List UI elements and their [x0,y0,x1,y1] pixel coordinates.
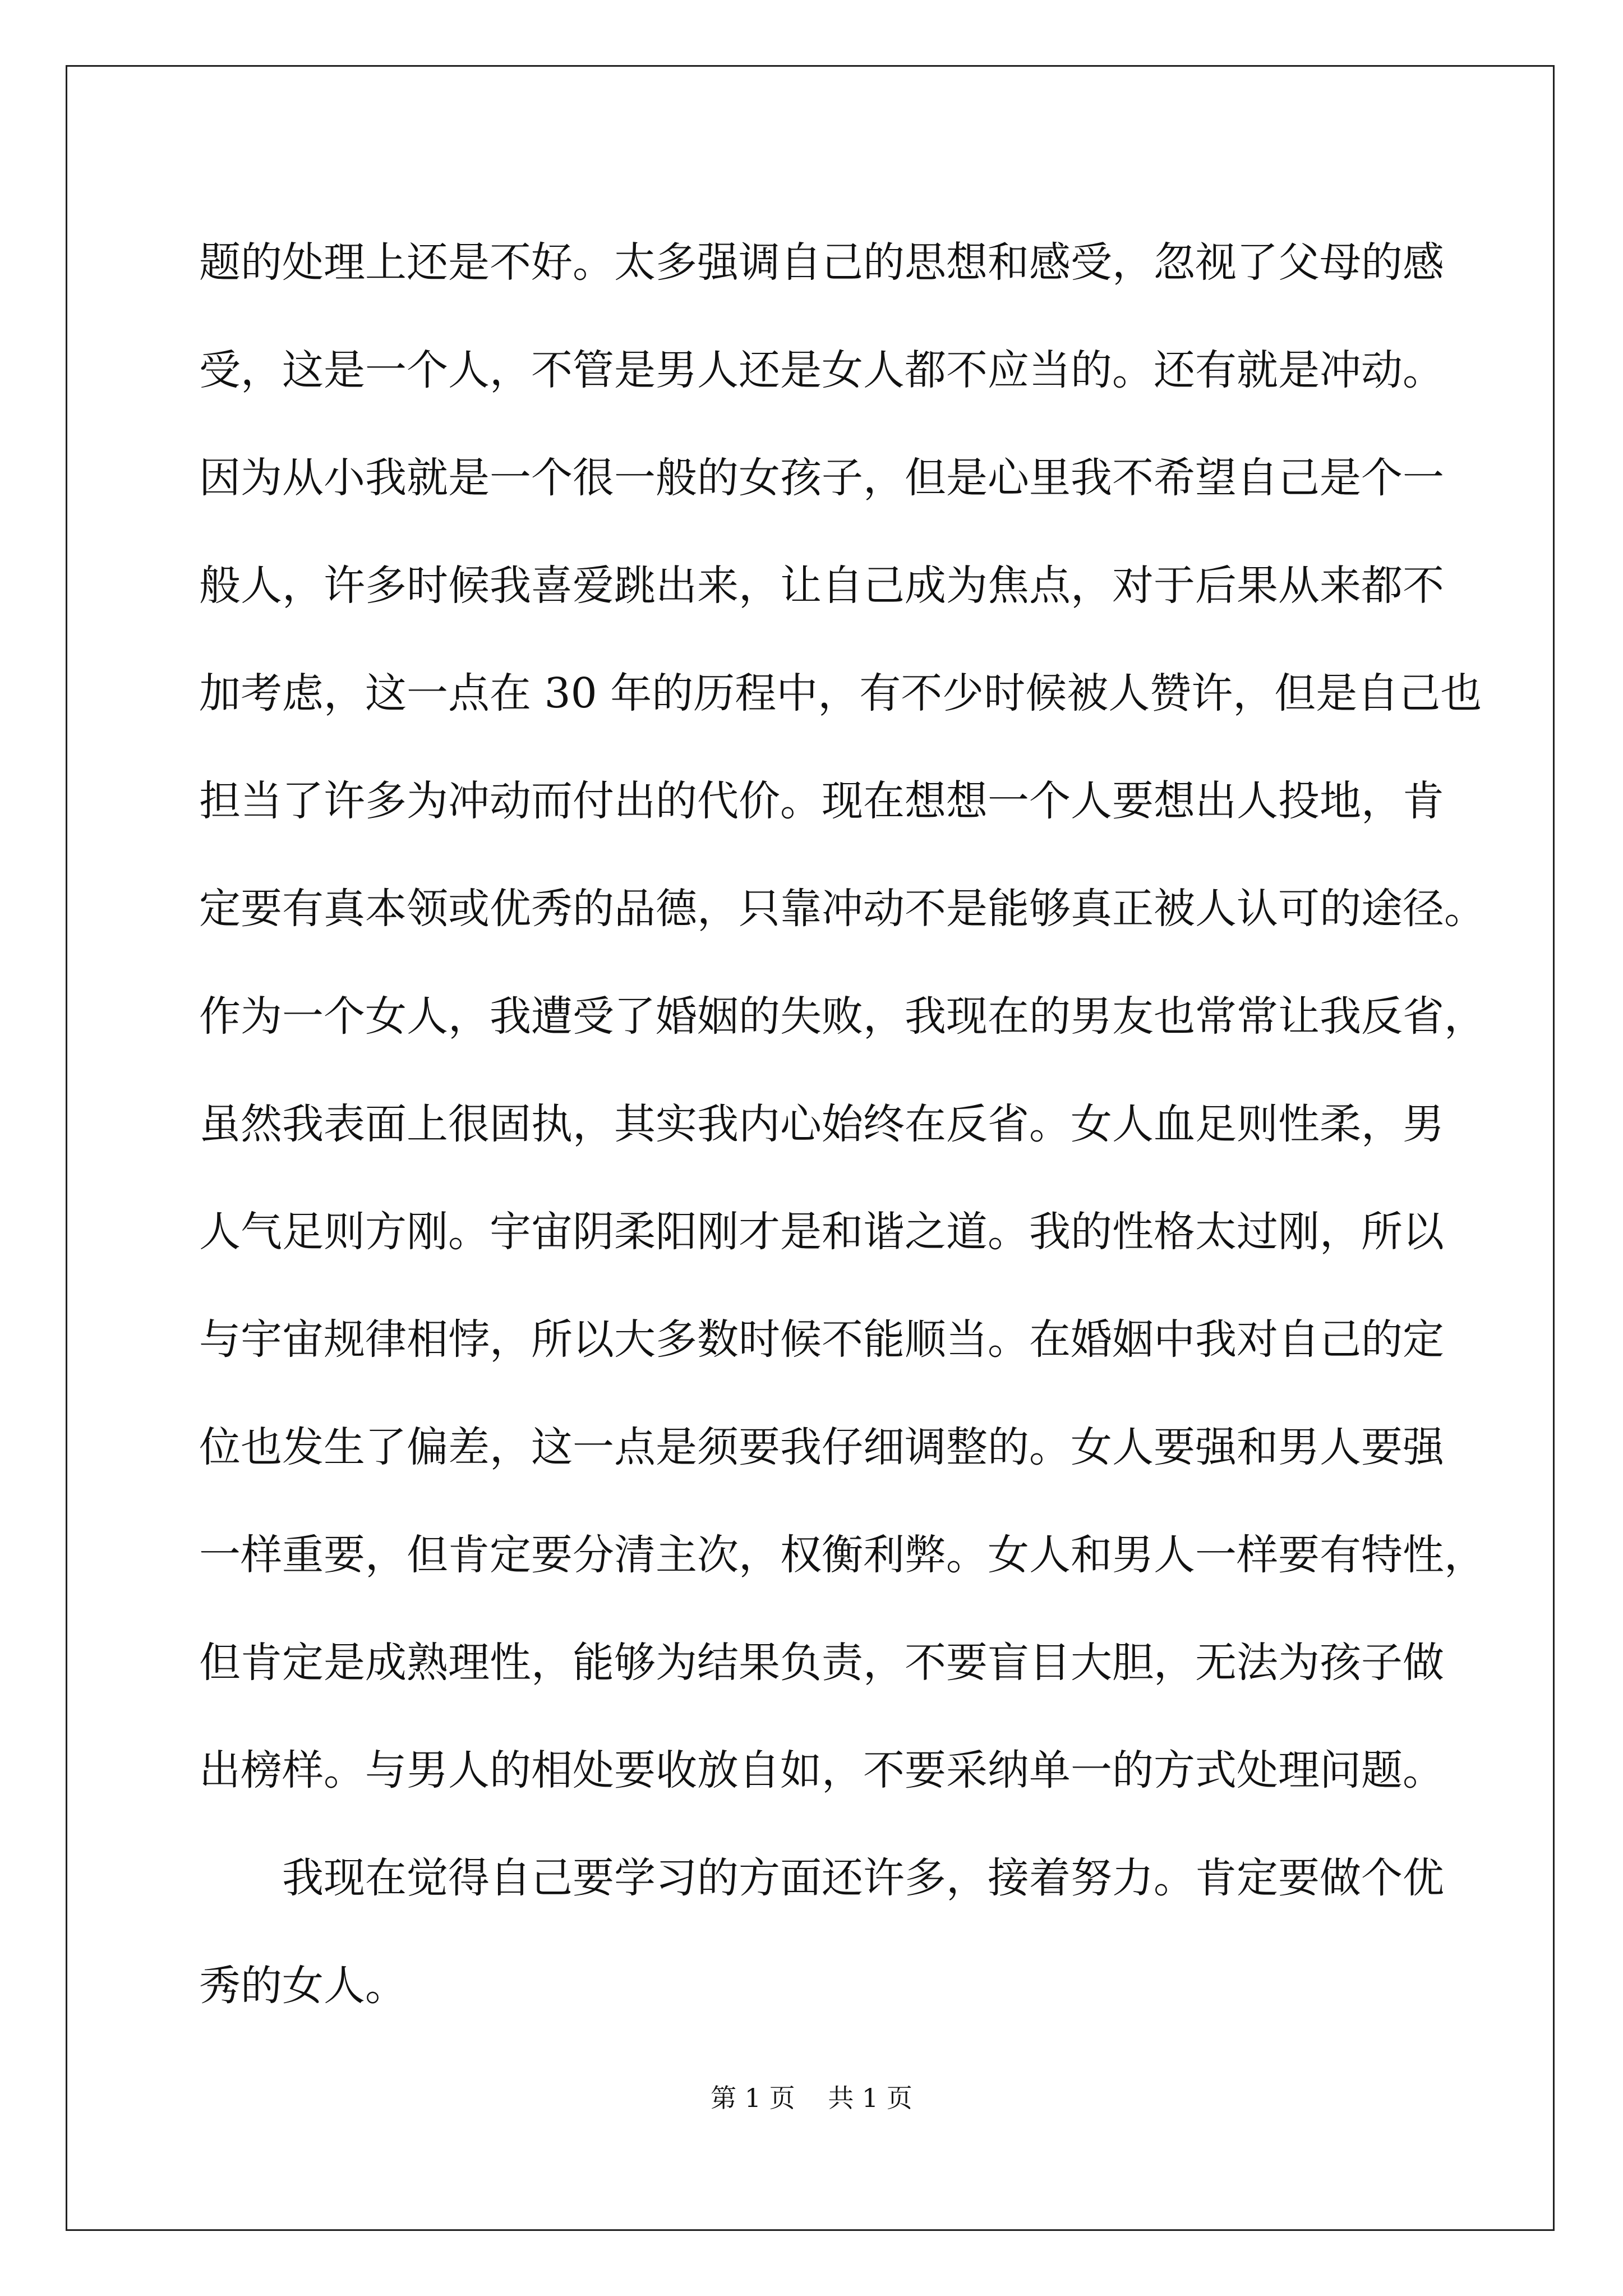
text-line: 出榜样。与男人的相处要收放自如，不要采纳单一的方式处理问题。 [199,1746,1444,1795]
paragraph-2-line: 秀的女人。 [199,1962,407,2010]
text-line: 一样重要，但肯定要分清主次，权衡利弊。女人和男人一样要有特性， [199,1531,1486,1579]
text-line: 定要有真本领或优秀的品德，只靠冲动不是能够真正被人认可的途径。 [199,885,1486,933]
page-number: 第 1 页 [711,2083,795,2113]
text-line: 人气足则方刚。宇宙阴柔阳刚才是和谐之道。我的性格太过刚，所以 [199,1208,1444,1256]
text-line: 位也发生了偏差，这一点是须要我仔细调整的。女人要强和男人要强 [199,1423,1444,1471]
total-pages: 共 1 页 [828,2083,912,2113]
text-line: 但肯定是成熟理性，能够为结果负责，不要盲目大胆，无法为孩子做 [199,1639,1444,1687]
page-footer [0,2081,1623,2115]
text-line: 般人，许多时候我喜爱跳出来，让自己成为焦点，对于后果从来都不 [199,562,1444,610]
paragraph-2-line: 我现在觉得自己要学习的方面还许多，接着努力。肯定要做个优 [282,1854,1444,1902]
document-body [199,209,1486,2040]
text-line: 因为从小我就是一个很一般的女孩子，但是心里我不希望自己是个一 [199,454,1444,502]
text-line: 担当了许多为冲动而付出的代价。现在想想一个人要想出人投地，肯 [199,777,1444,825]
text-line: 虽然我表面上很固执，其实我内心始终在反省。女人血足则性柔，男 [199,1100,1444,1148]
text-line: 受，这是一个人，不管是男人还是女人都不应当的。还有就是冲动。 [199,346,1444,394]
text-line: 题的处理上还是不好。太多强调自己的思想和感受，忽视了父母的感 [199,238,1444,287]
text-line: 与宇宙规律相悖，所以大多数时候不能顺当。在婚姻中我对自己的定 [199,1315,1444,1364]
text-line: 加考虑，这一点在 30 年的历程中，有不少时候被人赞许，但是自己也 [199,669,1482,717]
text-line: 作为一个女人，我遭受了婚姻的失败，我现在的男友也常常让我反省， [199,992,1486,1041]
